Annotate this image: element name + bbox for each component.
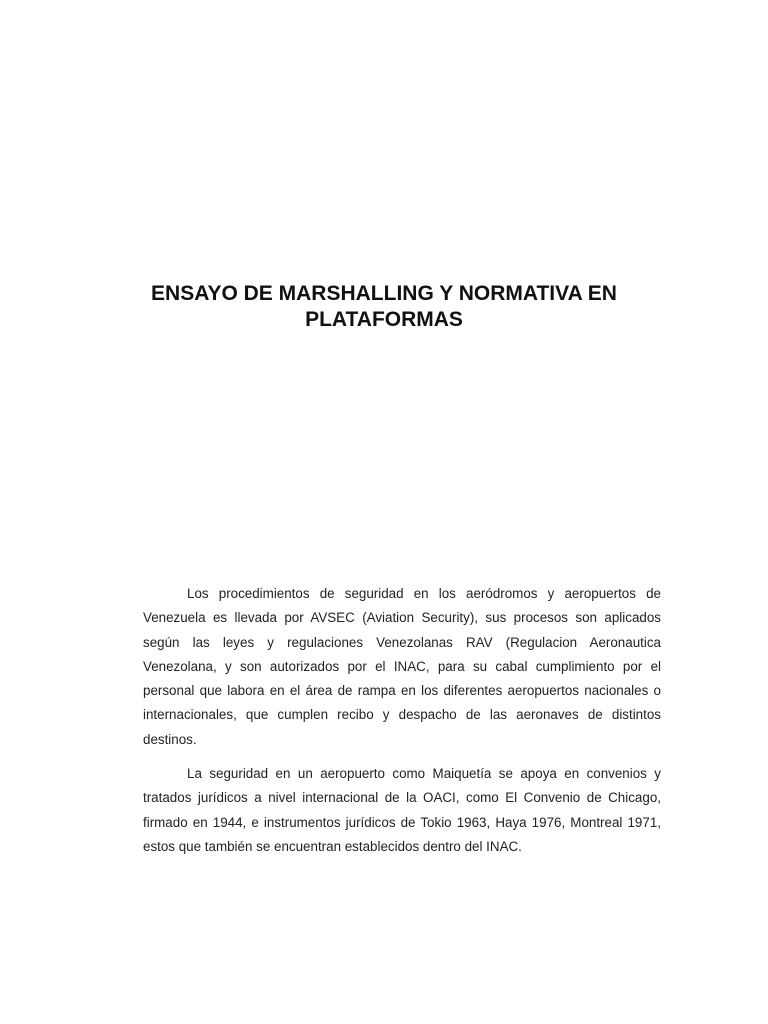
document-body — [143, 582, 661, 869]
paragraph-1: Los procedimientos de seguridad en los aeródromos y aeropuertos de Venezuela es llevada por AVSEC (Aviation Security), sus procesos son aplicados según las leyes y regulaciones Venezolanas RAV (Regulacion Aeronautica Venezolana, y son autorizados por el INAC, para su cabal cumplimiento por el personal que labora en el área de rampa en los diferentes aeropuertos nacionales o internacionales, que cumplen recibo y despacho de las aeronaves de distintos destinos. — [143, 586, 661, 747]
document-title-line-2: PLATAFORMAS — [305, 308, 463, 331]
document-title — [120, 281, 648, 333]
paragraph-2: La seguridad en un aeropuerto como Maiquetía se apoya en convenios y tratados jurídicos a nivel internacional de la OACI, como El Convenio de Chicago, firmado en 1944, e instrumentos jurídicos de Tokio 1963, Haya 1976, Montreal 1971, estos que también se encuentran establecidos dentro del INAC. — [143, 766, 661, 854]
document-title-line-1: ENSAYO DE MARSHALLING Y NORMATIVA EN — [151, 282, 617, 305]
